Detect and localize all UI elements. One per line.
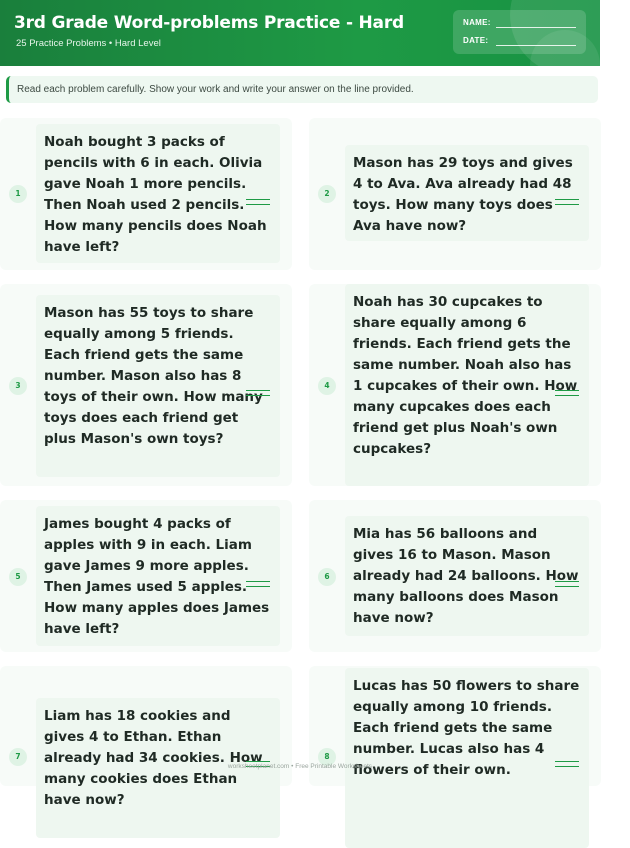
problem-number: 1 — [9, 185, 27, 203]
problem-text: Noah bought 3 packs of pencils with 6 in each. Olivia gave Noah 1 more pencils. Then Noah used 2 pencils. How many pencils does Noah have left? — [36, 124, 280, 263]
problem-number: 4 — [318, 377, 336, 395]
problem-number: 6 — [318, 568, 336, 586]
answer-line[interactable] — [555, 199, 579, 205]
problem-card — [309, 284, 601, 486]
page-subtitle: 25 Practice Problems • Hard Level — [16, 38, 161, 49]
name-line — [496, 27, 576, 28]
problem-card — [0, 500, 292, 652]
problem-text: Liam has 18 cookies and gives 4 to Ethan. Ethan already had 34 cookies. How many cookies does Ethan have now? — [36, 698, 280, 838]
problem-text: Mason has 55 toys to share equally among 5 friends. Each friend gets the same number. Mason also has 8 toys of their own. How many toys does each friend get plus Mason's own toys? — [36, 295, 280, 477]
problem-text: Noah has 30 cupcakes to share equally among 6 friends. Each friend gets the same number. Noah also has 1 cupcakes of their own. How many cupcakes does each friend get plus Noah's own cupcakes? — [345, 284, 589, 486]
name-field[interactable] — [463, 18, 491, 27]
problem-text: Mason has 29 toys and gives 4 to Ava. Ava already had 48 toys. How many toys does Ava have now? — [345, 145, 589, 241]
date-label: DATE: — [463, 36, 489, 45]
problem-text: Lucas has 50 flowers to share equally among 10 friends. Each friend gets the same number. Lucas also has 4 flowers of their own. — [345, 668, 589, 848]
page-footer: worksheetplanet.com • Free Printable Worksheets — [227, 763, 373, 770]
answer-line[interactable] — [246, 581, 270, 587]
name-label: NAME: — [463, 18, 491, 27]
worksheet-header — [0, 0, 600, 66]
answer-line[interactable] — [246, 390, 270, 396]
problem-number: 8 — [318, 748, 336, 766]
answer-line[interactable] — [246, 199, 270, 205]
problem-number: 7 — [9, 748, 27, 766]
date-field[interactable] — [463, 36, 488, 45]
problem-text: Mia has 56 balloons and gives 16 to Mason. Mason already had 24 balloons. How many balloons does Mason have now? — [345, 516, 589, 636]
problem-card — [0, 118, 292, 270]
problem-number: 5 — [9, 568, 27, 586]
problem-text: James bought 4 packs of apples with 9 in each. Liam gave James 9 more apples. Then James used 5 apples. How many apples does James have left? — [36, 506, 280, 646]
problem-card — [309, 500, 601, 652]
problem-card — [0, 284, 292, 486]
problem-number: 3 — [9, 377, 27, 395]
problem-number: 2 — [318, 185, 336, 203]
name-date-box — [453, 10, 586, 54]
instructions-banner: Read each problem carefully. Show your work and write your answer on the line provided. — [6, 76, 598, 103]
date-line — [496, 45, 576, 46]
page-title: 3rd Grade Word-problems Practice - Hard — [14, 13, 404, 33]
answer-line[interactable] — [555, 390, 579, 396]
answer-line[interactable] — [555, 581, 579, 587]
problem-card — [309, 118, 601, 270]
